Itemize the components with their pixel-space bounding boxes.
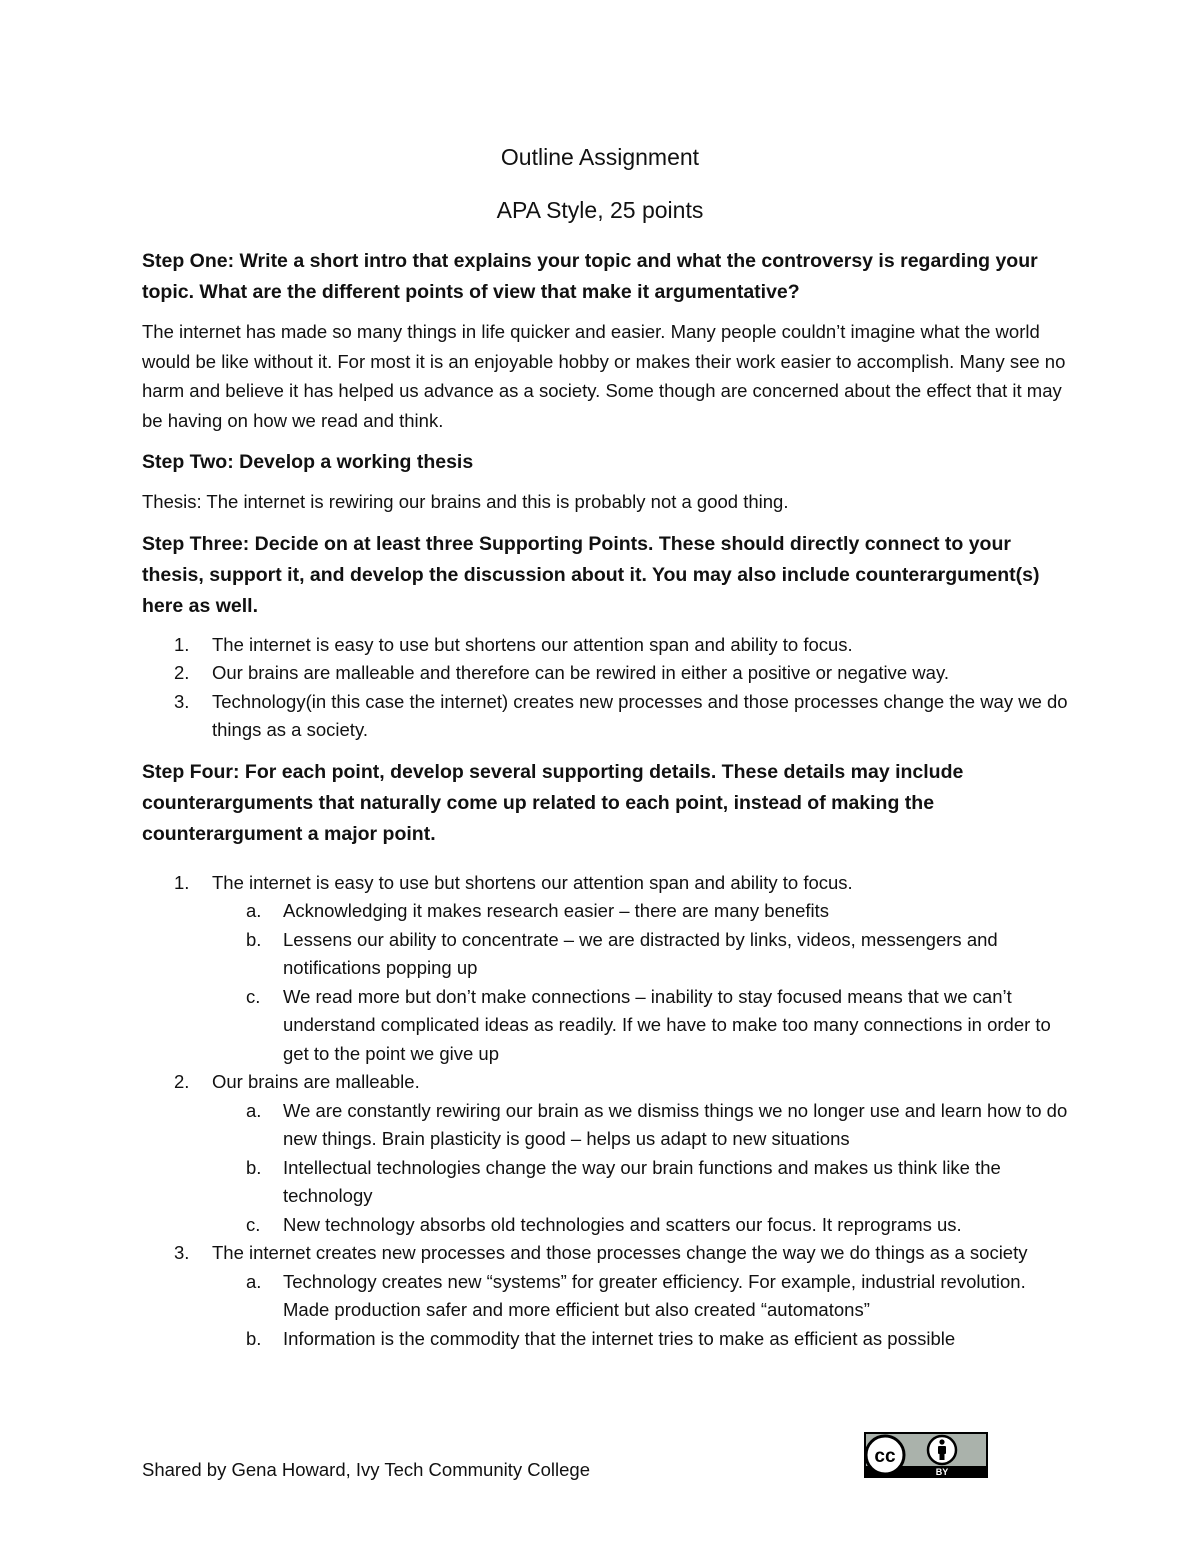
detail-item bbox=[142, 926, 1072, 983]
detail-letter: b. bbox=[246, 1156, 262, 1178]
detail-letter: a. bbox=[246, 900, 262, 921]
list-item bbox=[142, 1239, 1072, 1353]
list-number: 2. bbox=[174, 662, 190, 683]
detail-item bbox=[142, 1325, 1072, 1354]
detail-list bbox=[212, 1268, 1072, 1354]
detail-item bbox=[142, 983, 1072, 1069]
detail-letter: b. bbox=[246, 1327, 262, 1349]
detail-letter: c. bbox=[246, 985, 261, 1007]
step-one-heading: Step One: Write a short intro that explains your topic and what the controversy is regarding your topic. What are the different points of view that make it argumentative? bbox=[142, 250, 1038, 303]
list-number: 1. bbox=[174, 633, 190, 655]
list-item bbox=[142, 688, 1072, 745]
detail-item bbox=[142, 1154, 1072, 1211]
list-number: 3. bbox=[174, 690, 190, 712]
detail-text: Intellectual technologies change the way our brain functions and makes us think like the technology bbox=[283, 1156, 1001, 1206]
document-body bbox=[142, 246, 1072, 1365]
detail-text: We read more but don’t make connections – inability to stay focused means that we can’t understand complicated ideas as readily. If we have to make too many connections in order to get to the point we give up bbox=[283, 985, 1051, 1064]
detail-text: Lessens our ability to concentrate – we are distracted by links, videos, messengers and notifications popping up bbox=[283, 928, 998, 978]
detail-item bbox=[142, 1097, 1072, 1154]
detail-item bbox=[142, 897, 1072, 926]
detail-letter: a. bbox=[246, 1270, 262, 1292]
list-item bbox=[142, 659, 1072, 688]
detail-list bbox=[212, 897, 1072, 1068]
list-item-text: The internet is easy to use but shortens our attention span and ability to focus. bbox=[212, 633, 853, 655]
cc-by-icon bbox=[864, 1432, 988, 1478]
thesis-paragraph: Thesis: The internet is rewiring our brains and this is probably not a good thing. bbox=[142, 491, 789, 512]
list-item bbox=[142, 1068, 1072, 1239]
detail-text: Acknowledging it makes research easier – there are many benefits bbox=[283, 900, 830, 921]
svg-text:cc: cc bbox=[874, 1446, 896, 1467]
detail-letter: c. bbox=[246, 1213, 261, 1235]
list-number: 3. bbox=[174, 1242, 190, 1263]
step-two-heading: Step Two: Develop a working thesis bbox=[142, 451, 474, 473]
document-title: Outline Assignment bbox=[500, 144, 700, 170]
step-four-heading: Step Four: For each point, develop several supporting details. These details may include counterarguments that naturally come up related to each point, instead of making the counterargument a major point. bbox=[142, 760, 964, 845]
list-item-text: The internet is easy to use but shortens our attention span and ability to focus. bbox=[212, 871, 853, 893]
list-item-text: The internet creates new processes and those processes change the way we do things as a society bbox=[212, 1242, 1028, 1263]
footer-attribution: Shared by Gena Howard, Ivy Tech Community College bbox=[142, 1459, 590, 1480]
detail-letter: b. bbox=[246, 928, 262, 950]
detail-text: New technology absorbs old technologies and scatters our focus. It reprograms us. bbox=[283, 1213, 962, 1235]
detail-item bbox=[142, 1268, 1072, 1325]
list-number: 1. bbox=[174, 871, 190, 893]
detail-list bbox=[212, 1097, 1072, 1240]
document-subtitle: APA Style, 25 points bbox=[496, 197, 704, 223]
supporting-details-list bbox=[142, 869, 1072, 1354]
step-three-heading: Step Three: Decide on at least three Supporting Points. These should directly connect to your thesis, support it, and develop the discussion about it. You may also include counterargument(s) here as well. bbox=[142, 532, 1040, 617]
list-item-text: Our brains are malleable and therefore can be rewired in either a positive or negative way. bbox=[212, 662, 949, 683]
license-label: BY bbox=[935, 1467, 949, 1477]
detail-letter: a. bbox=[246, 1099, 262, 1121]
detail-text: Information is the commodity that the internet tries to make as efficient as possible bbox=[283, 1327, 956, 1349]
detail-item bbox=[142, 1211, 1072, 1240]
list-item-text: Technology(in this case the internet) creates new processes and those processes change the way we do things as a society. bbox=[212, 690, 1068, 740]
list-item bbox=[142, 869, 1072, 1069]
list-number: 2. bbox=[174, 1071, 190, 1092]
list-item bbox=[142, 631, 1072, 660]
step-one-paragraph: The internet has made so many things in life quicker and easier. Many people couldn’t imagine what the world would be like without it. For most it is an enjoyable hobby or makes their work easier to accomplish. Many see no harm and believe it has helped us advance as a society. Some though are concerned about the effect that it may be having on how we read and think. bbox=[142, 321, 1066, 431]
list-item-text: Our brains are malleable. bbox=[212, 1071, 420, 1092]
detail-text: We are constantly rewiring our brain as we dismiss things we no longer use and learn how to do new things. Brain plasticity is good – helps us adapt to new situations bbox=[283, 1099, 1068, 1149]
detail-text: Technology creates new “systems” for greater efficiency. For example, industrial revolution. Made production safer and more efficient but also created “automatons” bbox=[283, 1270, 1026, 1320]
supporting-points-list bbox=[142, 631, 1072, 745]
